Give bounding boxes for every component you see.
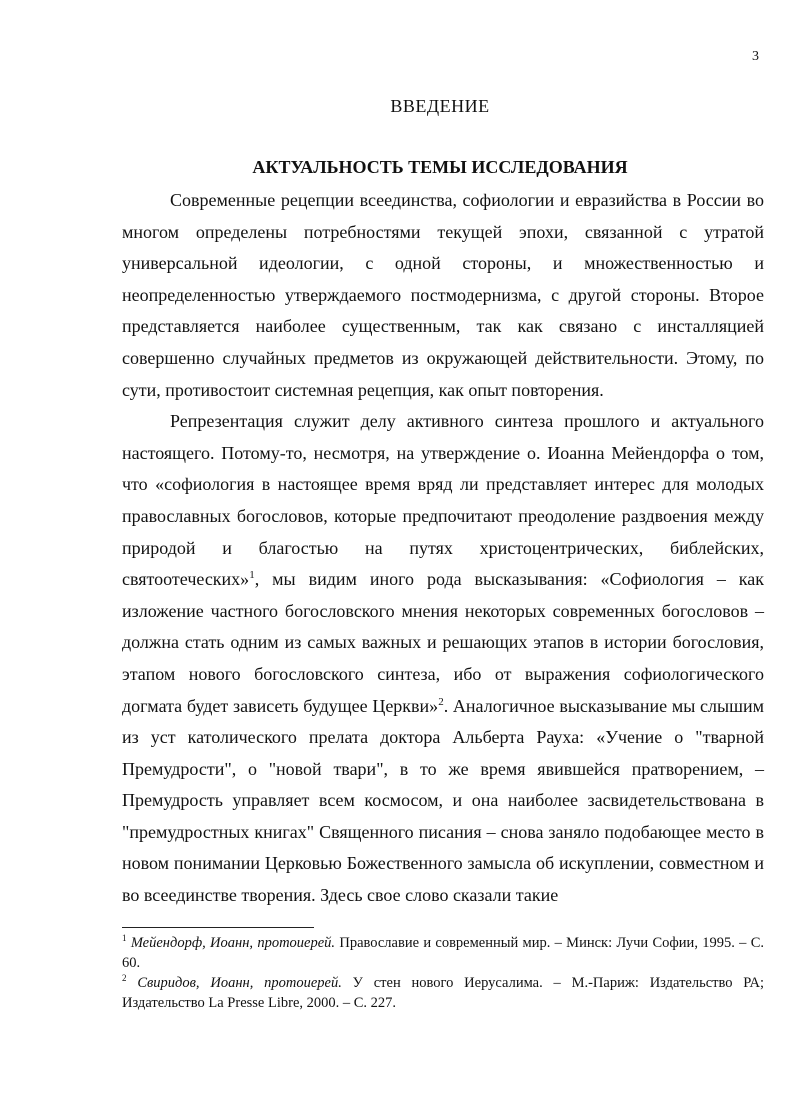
paragraph-2-part-2: , мы видим иного рода высказывания: «Софиология – как изложение частного богословского мнения некоторых современных богословов – должна стать одним из самых важных и решающих этапов в истории богословия, этапом нового богословского синтеза, ибо от выражения софиологического догмата будет зависеть будущее Церкви»: [122, 569, 764, 716]
footnote-separator: [122, 927, 314, 928]
paragraph-2: [122, 406, 764, 912]
page-number: 3: [752, 49, 759, 64]
footnote-ref-2[interactable]: 2: [438, 695, 444, 708]
footnote-1: [122, 933, 764, 973]
footnote-2: [122, 973, 764, 1013]
footnote-2-author: Свиридов, Иоанн, протоиерей.: [137, 975, 342, 991]
paragraph-1: Современные рецепции всеединства, софиологии и евразийства в России во многом определены потребностями текущей эпохи, связанной с утратой универсальной идеологии, с одной стороны, и множественностью и неопределенностью утверждаемого постмодернизма, с другой стороны. Второе представляется наиболее существенным, так как связано с инсталляцией совершенно случайных предметов из окружающей действительности. Этому, по сути, противостоит системная рецепция, как опыт повторения.: [122, 190, 764, 400]
footnote-1-author: Мейендорф, Иоанн, протоиерей.: [130, 935, 336, 951]
footnotes: [122, 933, 764, 1013]
body-text: [122, 185, 764, 912]
paragraph-2-part-3: . Аналогичное высказывание мы слышим из уст католического прелата доктора Альберта Рауха: «Учение о "тварной Премудрости", о "новой твари", в то же время явившейся пратворением, – Премудрость управляет всем космосом, и она наиболее засвидетельствована в "премудростных книгах" Священного писания – снова заняло подобающее место в новом понимании Церковью Божественного замысла об искуплении, совместном и во всеединстве творения. Здесь свое слово сказали такие: [122, 695, 764, 906]
footnote-1-number: 1: [122, 933, 127, 944]
paragraph-2-part-1: Репрезентация служит делу активного синтеза прошлого и актуального настоящего. Потому-то, несмотря, на утверждение о. Иоанна Мейендорфа о том, что «софиология в настоящее время вряд ли представляет интерес для молодых православных богословов, которые предпочитают преодоление раздвоения между природой и благостью на путях христоцентрических, библейских, святоотеческих»: [122, 411, 764, 590]
footnote-2-number: 2: [122, 973, 127, 984]
footnote-2-text: У стен нового Иерусалима. – М.-Париж: Издательство РА; Издательство La Presse Libre, 2000. – С. 227.: [122, 975, 764, 1011]
footnote-ref-1[interactable]: 1: [249, 569, 255, 582]
section-heading-topic-relevance: АКТУАЛЬНОСТЬ ТЕМЫ ИССЛЕДОВАНИЯ: [252, 157, 628, 177]
footnote-1-text: Православие и современный мир. – Минск: Лучи Софии, 1995. – С. 60.: [122, 935, 765, 971]
section-heading-introduction: ВВЕДЕНИЕ: [390, 96, 490, 116]
